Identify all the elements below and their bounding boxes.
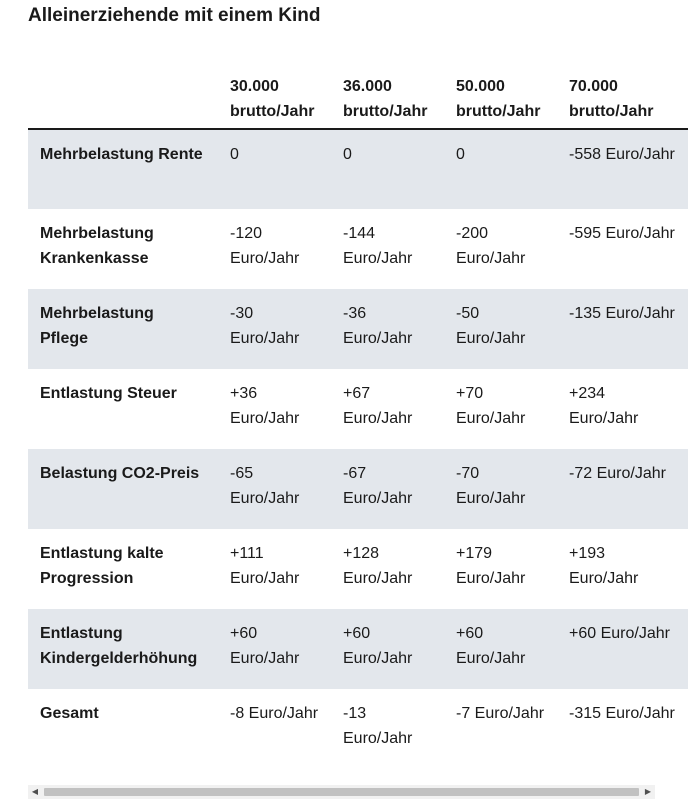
column-header-empty	[28, 62, 218, 129]
column-header: 30.000 brutto/Jahr	[218, 62, 331, 129]
row-label: Entlastung Kindergelderhöhung	[28, 609, 218, 689]
table-cell: +128 Euro/Jahr	[343, 545, 413, 587]
table-cell: -72 Euro/Jahr	[557, 449, 688, 529]
table-title: Alleinerziehende mit einem Kind	[28, 5, 321, 26]
table-row	[28, 689, 688, 769]
table-cell: +67 Euro/Jahr	[343, 385, 413, 427]
column-header: 36.000 brutto/Jahr	[331, 62, 444, 129]
row-label: Mehrbelastung Rente	[28, 129, 218, 209]
row-label: Entlastung Steuer	[40, 385, 177, 402]
table-cell: -595 Euro/Jahr	[569, 225, 675, 242]
table-cell: 0	[331, 129, 444, 209]
table-scroll-container[interactable]	[28, 62, 675, 772]
scroll-right-arrow-icon[interactable]: ▶	[644, 787, 652, 796]
table-cell: +60 Euro/Jahr	[218, 609, 331, 689]
table-cell: +60 Euro/Jahr	[557, 609, 688, 689]
table-row	[28, 289, 688, 369]
table-cell: -7 Euro/Jahr	[456, 705, 545, 722]
table-cell: -67 Euro/Jahr	[331, 449, 444, 529]
table-cell: +193 Euro/Jahr	[569, 545, 639, 587]
table-cell: -13 Euro/Jahr	[343, 705, 413, 747]
table-row	[28, 529, 688, 609]
table-cell: -144 Euro/Jahr	[343, 225, 413, 267]
column-header: 70.000 brutto/Jahr	[557, 62, 688, 129]
table-row	[28, 609, 688, 689]
row-label: Belastung CO2-Preis	[28, 449, 218, 529]
table-cell: -315 Euro/Jahr	[569, 705, 675, 722]
column-header: 50.000 brutto/Jahr	[444, 62, 557, 129]
table-cell: 0	[218, 129, 331, 209]
table-cell: -70 Euro/Jahr	[444, 449, 557, 529]
table-row	[28, 369, 688, 449]
table-cell: -120 Euro/Jahr	[230, 225, 300, 267]
table-cell: +179 Euro/Jahr	[456, 545, 526, 587]
table-row	[28, 129, 688, 209]
table-cell: +60 Euro/Jahr	[444, 609, 557, 689]
table-cell: -50 Euro/Jahr	[444, 289, 557, 369]
table-cell: +234 Euro/Jahr	[569, 385, 639, 427]
table-cell: +60 Euro/Jahr	[331, 609, 444, 689]
row-label: Gesamt	[40, 705, 99, 722]
row-label: Mehrbelastung Krankenkasse	[40, 225, 154, 267]
row-label: Entlastung kalte Progression	[40, 545, 164, 587]
table-cell: -135 Euro/Jahr	[557, 289, 688, 369]
table-cell: +36 Euro/Jahr	[230, 385, 300, 427]
table-header-row	[28, 62, 688, 129]
table-cell: -65 Euro/Jahr	[218, 449, 331, 529]
table-row	[28, 209, 688, 289]
row-label: Mehrbelastung Pflege	[28, 289, 218, 369]
table-cell: -36 Euro/Jahr	[331, 289, 444, 369]
table-cell: -200 Euro/Jahr	[456, 225, 526, 267]
comparison-table	[28, 62, 688, 769]
table-cell: -8 Euro/Jahr	[230, 705, 319, 722]
table-cell: 0	[444, 129, 557, 209]
table-cell: +70 Euro/Jahr	[456, 385, 526, 427]
scrollbar-thumb[interactable]	[44, 788, 639, 796]
table-cell: -30 Euro/Jahr	[218, 289, 331, 369]
horizontal-scrollbar[interactable]	[28, 785, 655, 799]
table-cell: +111 Euro/Jahr	[230, 545, 300, 587]
table-row	[28, 449, 688, 529]
table-cell: -558 Euro/Jahr	[557, 129, 688, 209]
scroll-left-arrow-icon[interactable]: ◀	[31, 787, 39, 796]
